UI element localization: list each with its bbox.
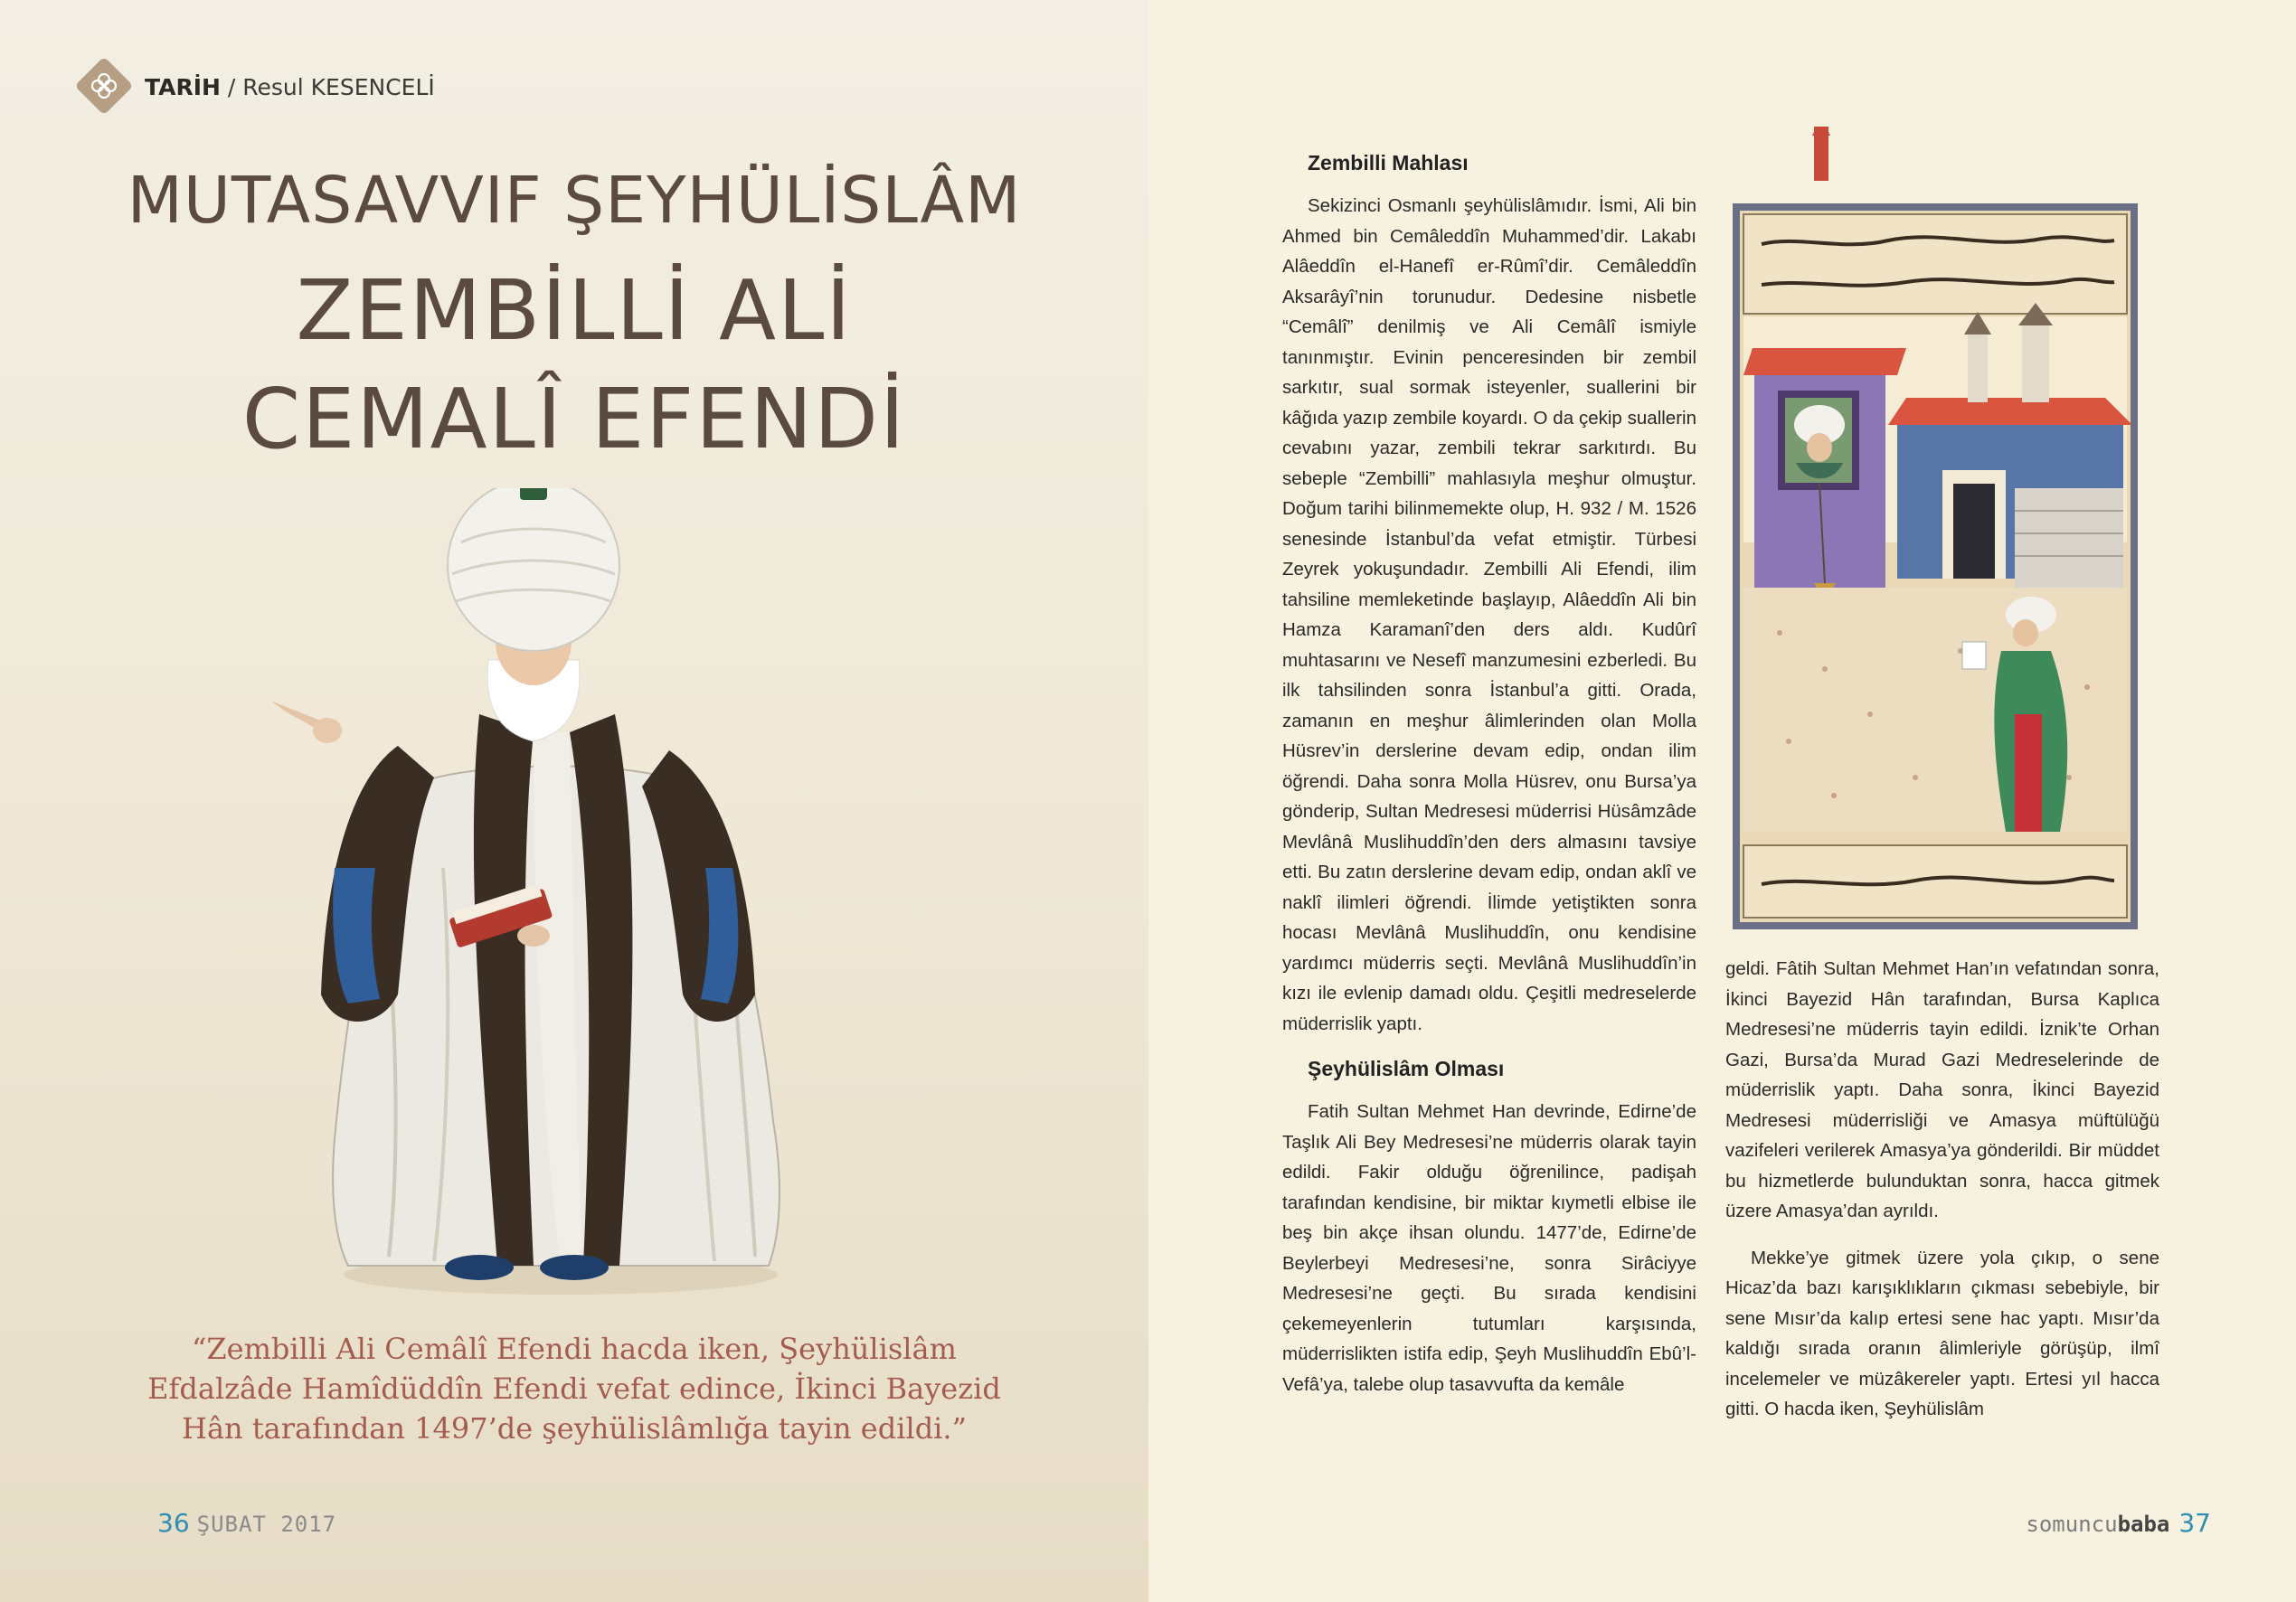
issue-month: ŞUBAT 2017	[196, 1512, 337, 1537]
heading-zembilli-mahlasi: Zembilli Mahlası	[1308, 151, 1469, 174]
folio-left	[157, 1508, 336, 1538]
folio-right	[2026, 1508, 2211, 1538]
portrait-illustration	[262, 488, 823, 1302]
magazine-name-prefix: somuncu	[2026, 1512, 2118, 1537]
title-line-3: CEMALÎ EFENDİ	[241, 371, 907, 467]
right-page	[1148, 0, 2296, 1602]
title-line-1: MUTASAVVIF ŞEYHÜLİSLÂM	[127, 163, 1022, 238]
page-number-left: 36	[157, 1508, 190, 1538]
pull-quote: “Zembilli Ali Cemâlî Efendi hacda iken, Şeyhülislâm Efdalzâde Hamîdüddîn Efendi vefat edince, İkinci Bayezid Hân tarafından 1497’de şeyhülislâmlığa tayin edildi.”	[147, 1332, 1001, 1446]
article-column-1	[1282, 149, 1696, 1399]
author-name: Resul KESENCELİ	[242, 74, 435, 100]
section-label	[145, 74, 435, 100]
paragraph-2-continued: geldi. Fâtih Sultan Mehmet Han’ın vefatından sonra, İkinci Bayezid Hân tarafından, Bursa Kaplıca Medresesi’ne müderris tayin edildi. İznik’te Orhan Gazi, Bursa’da Murad Gazi Medreselerinde de müderrislik yaptı. Daha sonra, İkinci Bayezid Medresesi müderrisliği ve Amasya müftülüğü vazifeleri verilerek Amasya’ya gönderildi. Bir müddet bu hizmetlerde bulunduktan sonra, hacca gitmek üzere Amasya’dan ayrıldı.	[1725, 958, 2159, 1221]
title-line-2: ZEMBİLLİ ALİ	[296, 262, 853, 359]
article-column-2	[1725, 954, 2159, 1425]
paragraph-2: Fatih Sultan Mehmet Han devrinde, Edirne’de Taşlık Ali Bey Medresesi’ne müderris olarak tayin edildi. Fakir olduğu öğrenilince, padişah tarafından kendisine, bir miktar kıymetli elbise ile beş bin akçe ihsan olundu. 1477’de, Edirne’de Beylerbeyi Medresesi’ne, sonra Sirâciyye Medresesi’ne geçti. Bu sırada kendisini çekemeyenlerin tutumları karşısında, müderrislikten istifa edip, Şeyh Muslihuddîn Ebû’l-Vefâ’ya, talebe olup tasavvufta da kemâle	[1282, 1101, 1696, 1395]
section-separator: /	[220, 74, 243, 100]
heading-seyhulislam-olmasi: Şeyhülislâm Olması	[1308, 1057, 1505, 1080]
ornament-icon	[74, 56, 134, 116]
ottoman-miniature-painting	[1725, 127, 2143, 933]
magazine-name-suffix: baba	[2117, 1512, 2170, 1537]
magazine-name	[2026, 1512, 2169, 1537]
page-number-right: 37	[2178, 1508, 2211, 1538]
paragraph-3: Mekke’ye gitmek üzere yola çıkıp, o sene Hicaz’da bazı karışıklıkların çıkması sebebiyle, bir sene Mısır’da kalıp ertesi sene hac yaptı. Mısır’da kaldığı sırada oranın âlimleriyle görüşüp, ilmî incelemeler ve müzâkereler yaptı. Ertesi yıl hacca gitti. O hacda iken, Şeyhülislâm	[1725, 1247, 2159, 1419]
section-name: TARİH	[145, 74, 221, 100]
paragraph-1: Sekizinci Osmanlı şeyhülislâmıdır. İsmi, Ali bin Ahmed bin Cemâleddîn Muhammed’dir. Lakabı Alâeddîn el-Hanefî er-Rûmî’dir. Cemâleddîn Aksarâyî’nin torunudur. Dedesine nisbetle “Cemâlî” denilmiş ve Ali Cemâlî ismiyle tanınmıştır. Evinin penceresinden bir zembil sarkıtır, sual sormak isteyenler, suallerini bir kâğıda yazıp zembile koyardı. O da çekip suallerin cevabını yazar, zembili tekrar sarkıtırdı. Bu sebeple “Zembilli” mahlasıyla meşhur olmuştur. Doğum tarihi bilinmemekte olup, H. 932 / M. 1526 senesinde İstanbul’da vefat etmiştir. Türbesi Zeyrek yokuşundadır. Zembilli Ali Efendi, ilim tahsiline memleketinde başlayıp, Alâeddîn Ali bin Hamza Karamanî’den ders aldı. Kudûrî muhtasarını ve Nesefî manzumesini ezberledi. Bu ilk tahsilinden sonra İstanbul’a gitti. Orada, zamanın en meşhur âlimlerinden olan Molla Hüsrev’in derslerine devam edip, ondan ilim öğrendi. Daha sonra Molla Hüsrev, onu Bursa’ya gönderip, Sultan Medresesi müderrisi Hüsâmzâde Mevlânâ Muslihuddîn’den ders almasını tavsiye etti. Bu zatın derslerine devam edip, ondan aklî ve naklî ilimleri öğrendi. İlimde yetiştikten sonra hocası Mevlânâ Muslihuddîn, onu kendisine yardımcı müderris seçti. Mevlânâ Muslihuddîn’in kızı ile evlenip damadı oldu. Çeşitli medreselerde müderrislik yaptı.	[1282, 195, 1696, 1034]
